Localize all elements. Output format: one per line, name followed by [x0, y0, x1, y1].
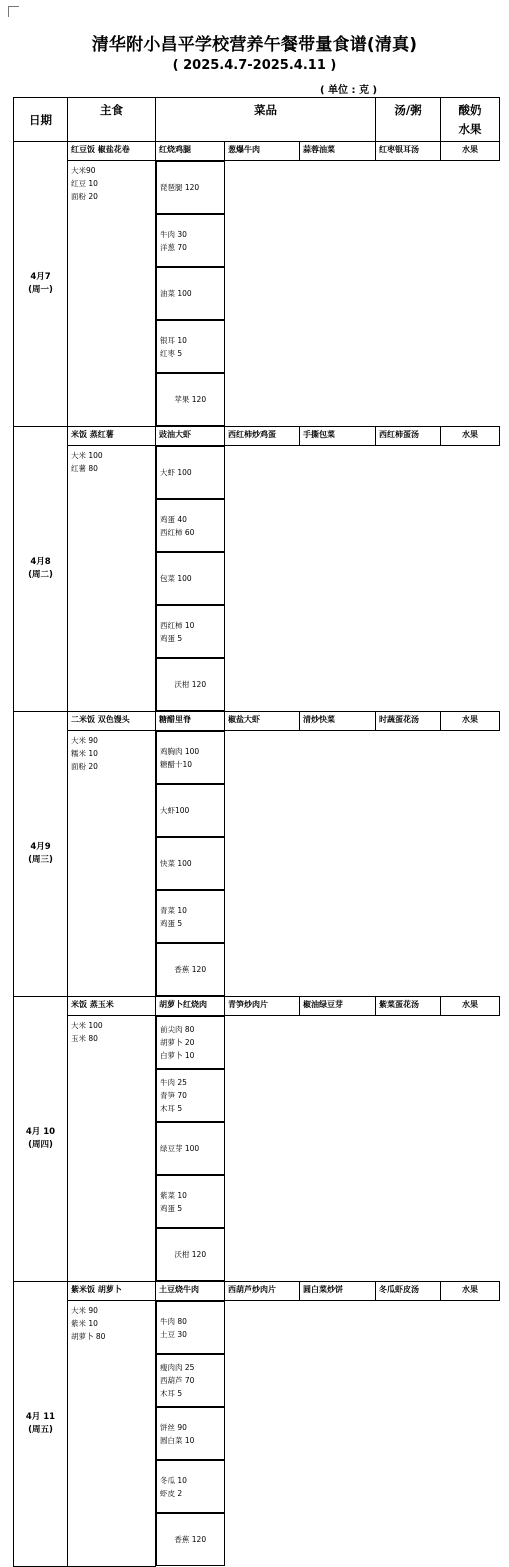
day-row-ingredients [14, 731, 500, 997]
fruit-name: 水果 [441, 427, 500, 446]
dish1-ingredients [156, 1016, 225, 1069]
ingredient-item: 面粉 20 [71, 192, 98, 201]
dish3-ingredients [156, 552, 225, 605]
staple-name: 红豆饭 椒盐花卷 [68, 142, 156, 161]
day-row-dishes [14, 142, 500, 161]
staple-name: 二米饭 双色馒头 [68, 712, 156, 731]
staple-name: 米饭 蒸红薯 [68, 427, 156, 446]
ingredient-item: 面粉 20 [71, 762, 98, 771]
day-date: 4月7 [30, 272, 51, 282]
fruit-name: 水果 [441, 1282, 500, 1301]
header-date: 日期 [14, 98, 68, 142]
dish2-ingredients [156, 1069, 225, 1122]
ingredient-item: 绿豆芽 100 [160, 1144, 200, 1153]
day-weekday: (周五) [28, 1424, 53, 1435]
fruit-ingredients [156, 1228, 225, 1281]
ingredient-item: 紫米 10 [71, 1319, 98, 1328]
ingredient-item: 红薯 80 [71, 464, 98, 473]
ingredient-item: 大米 90 [71, 736, 98, 745]
day-row-ingredients [14, 446, 500, 712]
staple-ingredients [68, 1301, 156, 1567]
header-row [14, 98, 500, 142]
ingredient-item: 琵琶腿 120 [160, 183, 200, 192]
staple-name: 米饭 蒸玉米 [68, 997, 156, 1016]
dish1-ingredients [156, 161, 225, 214]
ingredient-item: 苹果 120 [174, 395, 207, 404]
dish1-name: 红烧鸡腿 [156, 142, 225, 161]
staple-ingredients [68, 161, 156, 427]
ingredient-item: 鸡蛋 5 [160, 1203, 183, 1213]
soup-name: 西红柿蛋汤 [376, 427, 441, 446]
fruit-name: 水果 [441, 142, 500, 161]
day-cell [14, 1282, 68, 1567]
fruit-ingredients [156, 943, 225, 996]
dish1-name: 糖醋里脊 [156, 712, 225, 731]
dish3-name: 椒油绿豆芽 [300, 997, 376, 1016]
dish2-name: 青笋炒肉片 [225, 997, 300, 1016]
dish3-ingredients [156, 1122, 225, 1175]
ingredient-item: 洋葱 70 [160, 242, 187, 252]
dish2-ingredients [156, 784, 225, 837]
day-date: 4月 10 [25, 1127, 56, 1137]
soup-ingredients [156, 890, 225, 943]
fruit-ingredients [156, 373, 225, 426]
dish2-name: 葱爆牛肉 [225, 142, 300, 161]
day-date: 4月8 [30, 557, 51, 567]
soup-name: 紫菜蛋花汤 [376, 997, 441, 1016]
day-weekday: (周二) [28, 570, 53, 580]
dish1-ingredients [156, 1301, 225, 1354]
page-title: 清华附小昌平学校营养午餐带量食谱(清真) [91, 35, 418, 55]
soup-name: 时蔬蛋花汤 [376, 712, 441, 731]
ingredient-item: 胡萝卜 20 [160, 1038, 195, 1047]
day-weekday: (周三) [28, 855, 53, 865]
staple-ingredients [68, 731, 156, 997]
ingredient-item: 牛肉 25 [160, 1078, 187, 1087]
fruit-name: 水果 [441, 997, 500, 1016]
dish1-name: 胡萝卜红烧肉 [156, 997, 225, 1016]
dish3-name: 手撕包菜 [300, 427, 376, 446]
soup-ingredients [156, 1460, 225, 1513]
dish3-ingredients [156, 267, 225, 320]
ingredient-item: 鸡蛋 5 [160, 918, 183, 928]
day-cell [14, 142, 68, 427]
staple-ingredients [68, 446, 156, 712]
ingredient-item: 鸡蛋 5 [160, 633, 183, 643]
ingredient-item: 紫菜 10 [160, 1190, 187, 1200]
ingredient-item: 大米 90 [71, 1306, 98, 1315]
day-row-dishes [14, 997, 500, 1016]
dish2-name: 西葫芦炒肉片 [225, 1282, 300, 1301]
day-row-ingredients [14, 161, 500, 427]
ingredient-item: 西红柿 10 [160, 620, 195, 630]
fruit-name: 水果 [441, 712, 500, 731]
ingredient-item: 大米 100 [71, 1021, 103, 1030]
dish2-ingredients [156, 1354, 225, 1407]
day-cell [14, 427, 68, 712]
ingredient-item: 木耳 5 [160, 1104, 183, 1113]
ingredient-item: 香蕉 120 [174, 1535, 207, 1544]
day-row-ingredients [14, 1301, 500, 1567]
dish1-name: 豉油大虾 [156, 427, 225, 446]
ingredient-item: 瘦肉肉 25 [160, 1363, 195, 1372]
ingredient-item: 土豆 30 [160, 1329, 187, 1339]
ingredient-item: 西葫芦 70 [160, 1376, 195, 1385]
fruit-ingredients [156, 658, 225, 711]
ingredient-item: 西红柿 60 [160, 527, 195, 537]
header-staple: 主食 [68, 98, 156, 142]
ingredient-item: 前尖肉 80 [160, 1025, 195, 1034]
dish3-name: 蒜蓉油菜 [300, 142, 376, 161]
ingredient-item: 虾皮 2 [160, 1488, 183, 1498]
day-weekday: (周四) [28, 1140, 53, 1150]
ingredient-item: 大虾100 [160, 806, 190, 815]
staple-name: 紫米饭 胡萝卜 [68, 1282, 156, 1301]
ingredient-item: 牛肉 80 [160, 1316, 187, 1326]
date-range: ( 2025.4.7-2025.4.11 ) [172, 58, 337, 73]
ingredient-item: 冬瓜 10 [160, 1475, 187, 1485]
ingredient-item: 白萝卜 10 [160, 1051, 195, 1060]
ingredient-item: 糖醋十10 [160, 759, 193, 769]
dish2-ingredients [156, 499, 225, 552]
ingredient-item: 糯米 10 [71, 749, 98, 758]
soup-ingredients [156, 605, 225, 658]
ingredient-item: 青菜 10 [160, 905, 187, 915]
dish3-name: 圆白菜炒饼 [300, 1282, 376, 1301]
dish3-ingredients [156, 1407, 225, 1460]
soup-name: 红枣银耳汤 [376, 142, 441, 161]
soup-name: 冬瓜虾皮汤 [376, 1282, 441, 1301]
day-cell [14, 712, 68, 997]
ingredient-item: 沃柑 120 [174, 1250, 207, 1259]
day-cell [14, 997, 68, 1282]
day-weekday: (周一) [28, 285, 53, 295]
ingredient-item: 鸡胸肉 100 [160, 746, 200, 756]
ingredient-item: 大米90 [71, 166, 96, 175]
soup-ingredients [156, 320, 225, 373]
ingredient-item: 饼丝 90 [160, 1422, 187, 1432]
unit-note: ( 单位 : 克 ) [320, 85, 378, 96]
fruit-ingredients [156, 1513, 225, 1566]
dish3-name: 清炒快菜 [300, 712, 376, 731]
ingredient-item: 木耳 5 [160, 1389, 183, 1398]
ingredient-item: 包菜 100 [160, 574, 192, 583]
ingredient-item: 红枣 5 [160, 348, 183, 358]
dish2-name: 椒盐大虾 [225, 712, 300, 731]
menu-table [13, 97, 500, 1567]
header-dishes: 菜品 [156, 98, 376, 142]
staple-ingredients [68, 1016, 156, 1282]
dish1-ingredients [156, 731, 225, 784]
dish3-ingredients [156, 837, 225, 890]
ingredient-item: 鸡蛋 40 [160, 514, 187, 524]
day-row-dishes [14, 712, 500, 731]
page-corner-mark [8, 6, 19, 17]
day-date: 4月 11 [25, 1411, 56, 1422]
ingredient-item: 香蕉 120 [174, 965, 207, 974]
ingredient-item: 玉米 80 [71, 1034, 98, 1043]
header-yogurt-fruit: 酸奶 水果 [441, 98, 500, 142]
dish2-ingredients [156, 214, 225, 267]
day-date: 4月9 [30, 842, 51, 852]
ingredient-item: 银耳 10 [160, 335, 187, 345]
ingredient-item: 快菜 100 [160, 859, 192, 868]
day-row-dishes [14, 427, 500, 446]
ingredient-item: 大米 100 [71, 451, 103, 460]
ingredient-item: 牛肉 30 [160, 229, 187, 239]
ingredient-item: 沃柑 120 [174, 680, 207, 689]
ingredient-item: 大虾 100 [160, 468, 192, 477]
header-soup: 汤/粥 [376, 98, 441, 142]
soup-ingredients [156, 1175, 225, 1228]
ingredient-item: 红豆 10 [71, 179, 98, 188]
ingredient-item: 圆白菜 10 [160, 1435, 195, 1445]
day-row-ingredients [14, 1016, 500, 1282]
ingredient-item: 青笋 70 [160, 1091, 187, 1100]
ingredient-item: 油菜 100 [160, 289, 192, 298]
day-row-dishes [14, 1282, 500, 1301]
dish1-name: 土豆烧牛肉 [156, 1282, 225, 1301]
dish2-name: 西红柿炒鸡蛋 [225, 427, 300, 446]
dish1-ingredients [156, 446, 225, 499]
ingredient-item: 胡萝卜 80 [71, 1332, 106, 1341]
